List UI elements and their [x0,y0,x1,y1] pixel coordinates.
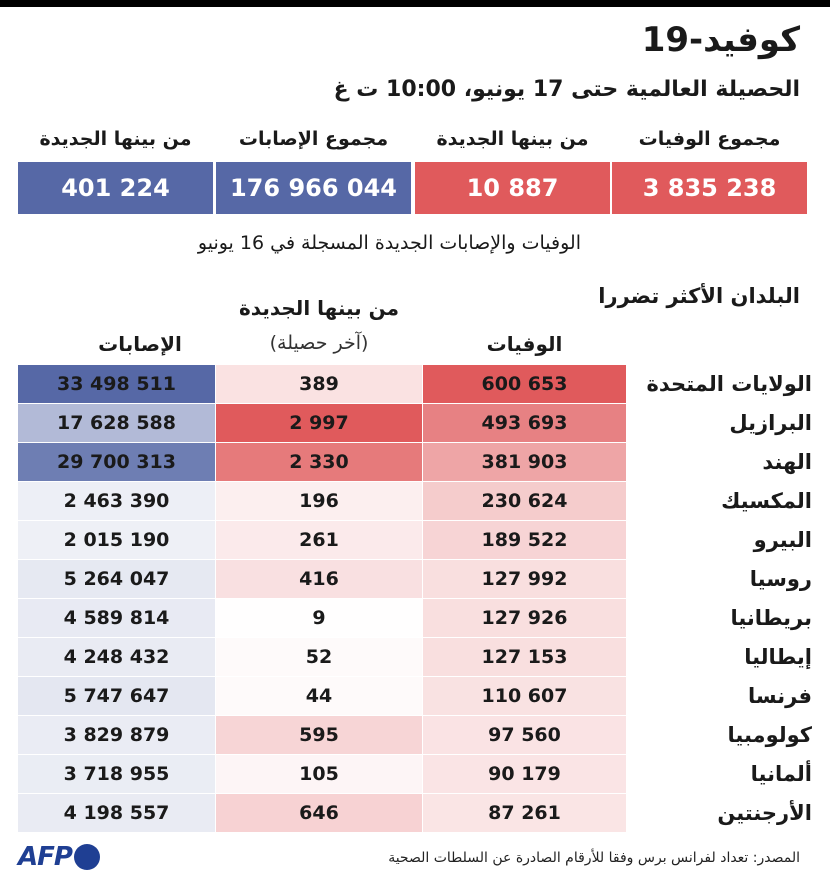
new-deaths-label: من بينها الجديدة [436,128,589,150]
cell-cases: 5 747 647 [18,677,215,715]
cell-cases: 2 463 390 [18,482,215,520]
cell-country: الولايات المتحدة [646,372,812,396]
cell-new: 2 330 [216,443,422,481]
new-deaths-value: 10 887 [415,162,610,214]
cell-new: 646 [216,794,422,832]
afp-logo-dot-icon [74,844,100,870]
section-title: البلدان الأكثر تضررا [598,284,800,308]
cell-country: ألمانيا [750,762,812,786]
cell-cases: 2 015 190 [18,521,215,559]
table-row [18,755,830,793]
table-row [18,794,830,832]
cell-deaths: 381 903 [423,443,626,481]
cell-new: 2 997 [216,404,422,442]
new-cases-value: 401 224 [18,162,213,214]
cell-cases: 5 264 047 [18,560,215,598]
total-cases-label: مجموع الإصابات [238,128,389,150]
table-row [18,599,830,637]
table-row [18,521,830,559]
cell-new: 52 [216,638,422,676]
cell-country: إيطاليا [744,645,812,669]
cell-cases: 4 198 557 [18,794,215,832]
table-row [18,716,830,754]
country-table [18,365,830,833]
cell-deaths: 189 522 [423,521,626,559]
source-note: المصدر: تعداد لفرانس برس وفقا للأرقام الصادرة عن السلطات الصحية [388,850,800,866]
total-deaths-value: 3 835 238 [612,162,807,214]
cell-deaths: 230 624 [423,482,626,520]
new-cases-label: من بينها الجديدة [39,128,192,150]
page-subtitle: الحصيلة العالمية حتى 17 يونيو، 10:00 ت غ [333,77,800,102]
cell-new: 261 [216,521,422,559]
column-header-cases: الإصابات [98,332,182,356]
total-deaths-label: مجموع الوفيات [638,128,781,150]
column-header-deaths: الوفيات [486,332,563,356]
table-row [18,365,830,403]
cell-deaths: 127 926 [423,599,626,637]
cell-cases: 4 248 432 [18,638,215,676]
table-row [18,677,830,715]
cell-deaths: 127 992 [423,560,626,598]
cell-deaths: 493 693 [423,404,626,442]
top-bar [0,0,830,7]
cell-new: 595 [216,716,422,754]
date-caption: الوفيات والإصابات الجديدة المسجلة في 16 يونيو [197,232,581,254]
cell-country: كولومبيا [727,723,812,747]
afp-logo [18,841,100,873]
cell-country: البرازيل [729,411,812,435]
cell-country: بريطانيا [730,606,812,630]
cell-cases: 17 628 588 [18,404,215,442]
cell-country: المكسيك [721,489,812,513]
column-header-new-sub: (آخر حصيلة) [269,332,369,354]
cell-new: 196 [216,482,422,520]
cell-new: 105 [216,755,422,793]
cell-country: روسيا [749,567,812,591]
table-row [18,404,830,442]
cell-country: البيرو [753,528,812,552]
cell-cases: 29 700 313 [18,443,215,481]
cell-new: 44 [216,677,422,715]
cell-deaths: 127 153 [423,638,626,676]
cell-deaths: 87 261 [423,794,626,832]
page-title: كوفيد-19 [641,20,800,60]
cell-cases: 33 498 511 [18,365,215,403]
table-row [18,482,830,520]
cell-deaths: 110 607 [423,677,626,715]
cell-new: 9 [216,599,422,637]
cell-new: 416 [216,560,422,598]
cell-country: الأرجنتين [717,801,812,825]
cell-new: 389 [216,365,422,403]
cell-deaths: 97 560 [423,716,626,754]
cell-cases: 3 829 879 [18,716,215,754]
cell-country: فرنسا [748,684,812,708]
afp-logo-text: AFP [18,842,72,872]
table-row [18,443,830,481]
cell-deaths: 90 179 [423,755,626,793]
table-row [18,560,830,598]
cell-deaths: 600 653 [423,365,626,403]
cell-cases: 3 718 955 [18,755,215,793]
total-cases-value: 176 966 044 [216,162,411,214]
cell-cases: 4 589 814 [18,599,215,637]
column-header-new: من بينها الجديدة [238,296,400,320]
table-row [18,638,830,676]
cell-country: الهند [762,450,812,474]
